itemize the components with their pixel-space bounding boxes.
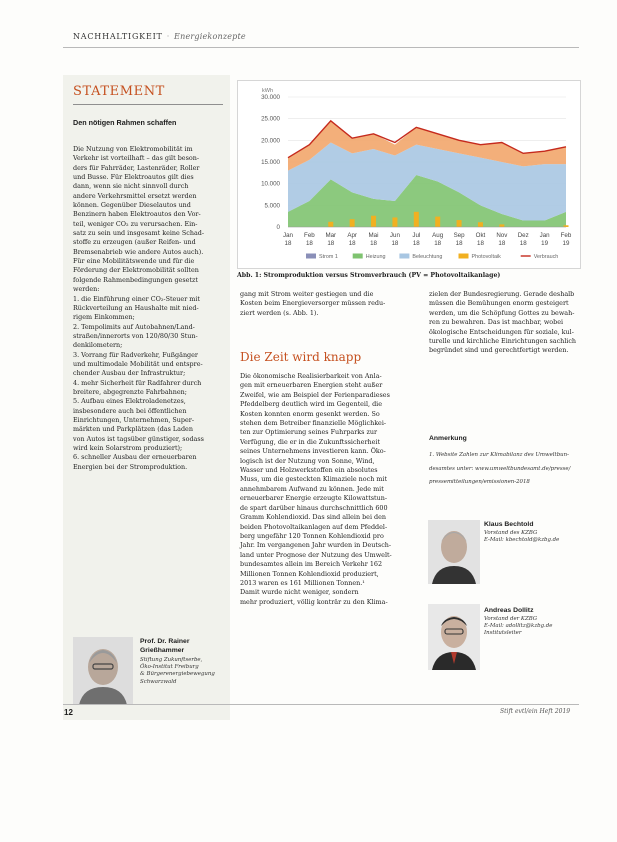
body-line: berg ungefähr 120 Tonnen Kohlendioxid pro [240,531,384,540]
statement-line: Rückverteilung an Haushalte mit nied- [73,303,199,312]
portrait-griesshammer [73,637,133,705]
statement-line: 2. Tempolimits auf Autobahnen/Land- [73,322,195,331]
statement-line: wird kein Solarstrom produziert); [73,444,183,452]
statement-line: 6. schneller Ausbau der erneuerbaren [73,453,197,462]
body-line: stehen dem Betreiber finanzielle Möglichkei- [240,419,387,428]
middle-column-body [240,372,418,607]
statement-line: denkilometern; [73,341,123,350]
statement-line: Einrichtungen, Unternehmen, Super- [73,415,194,424]
statement-line: chender Ausbau der Infrastruktur; [73,369,186,378]
body-line: Damit wurde nicht weniger, sondern [240,588,359,597]
x-tick-label: Mai [368,232,379,239]
author-role-line: & Bürgerenergiebewegung [140,671,215,678]
legend-swatch [459,254,469,259]
body-line: ren zu bewahren. Das ist machbar, wobei [429,318,564,327]
x-tick-year: 19 [541,240,549,247]
legend-swatch [353,254,363,259]
statement-line: 1. die Einführung einer CO₂-Steuer mit [73,294,200,303]
statement-line: Für eine Mobilitätswende und für die [73,257,195,266]
x-tick-label: Jan [283,232,293,239]
legend-label: Strom 1 [319,254,338,260]
body-line: logisch ist der Nutzung von Sonne, Wind, [240,456,375,465]
statement-title: STATEMENT [73,84,165,99]
statement-author-role [140,657,215,686]
x-tick-label: Aug [432,232,444,239]
statement-line: Förderung der Elektromobilität sollten [73,266,199,275]
statement-line: und multimodale Mobilität und entspre- [73,359,203,368]
statement-line: satz zu sein und insgesamt keine Schad- [73,229,204,238]
body-line: annehmbarem Aufwand zu können. Jede mit [240,484,384,493]
x-tick-year: 18 [370,240,377,247]
statement-line: 4. mehr Sicherheit für Radfahrer durch [73,378,202,387]
body-line: bundesamtes allein im Bereich Verkehr 162 [240,560,383,569]
legend-label: Verbrauch [533,254,559,260]
header-separator: · [166,32,171,41]
x-tick-year: 18 [477,240,484,247]
body-line: Die ökonomische Realisierbarkeit von Anla- [240,372,382,380]
author-name-line: Grießhammer [140,647,185,654]
statement-line: Benzinern haben Elektroautos den Vor- [73,210,201,219]
body-line: Millionen Tonnen Kohlendioxid produziert, [240,569,379,578]
pv-bar [435,217,440,227]
author-role-line: Stiftung Zukunftserbe, [140,657,203,663]
body-line: gang mit Strom weiter gestiegen und die [240,290,374,298]
x-tick-year: 18 [412,240,420,247]
body-line: Muss, um die gesteckten Klimaziele noch mit [240,475,388,484]
body-line: Kosten konnten enorm gesenkt werden. So [240,409,380,418]
person2-role-line: Institutsleiter [484,630,522,637]
x-tick-year: 18 [284,240,292,247]
middle-column-top [240,290,418,318]
body-line: beiden Photovoltaikanlagen auf dem Pfeddel- [240,522,388,531]
statement-line: werden: [73,285,100,294]
body-line: Kosten beim Energieversorger müssen redu- [240,299,386,308]
body-line: 2013 waren es 161 Millionen Tonnen.¹ [240,578,365,587]
y-unit-label: kWh [262,88,273,94]
person2-role-line: Vorstand der KZBG [484,616,538,622]
pv-bar [499,224,504,227]
statement-line: Die Nutzung von Elektromobilität im [73,145,193,153]
x-tick-label: Dez [517,232,529,239]
statement-line: teil, weniger CO₂ zu verursachen. Ein- [73,219,198,228]
y-tick-label: 0 [276,224,280,231]
energy-chart [238,81,580,268]
note-line: 1. Website Zahlen zur Klimabilanz des Umweltbun- [429,452,569,459]
legend-label: Photovoltaik [471,254,501,260]
right-column-body [429,290,581,356]
y-tick-label: 30.000 [261,94,280,101]
statement-line: stoffe zu erzeugen (außer Reifen- und [73,238,196,247]
body-line: begründet sind und gerechtfertigt werden. [429,346,569,355]
body-line: Wasser und Holzwerkstoffen ein absolutes [240,466,378,475]
person1-role-line: Vorstand des KZBG [484,530,538,536]
body-line: Gramm Kohlendioxid. Das sind allein bei den [240,513,387,522]
x-tick-label: Okt [475,232,486,239]
x-tick-year: 18 [519,240,527,247]
y-tick-label: 25.000 [261,115,280,123]
portrait-bechtold [428,520,480,584]
statement-line: breitere, abgegrenzte Fahrbahnen; [73,387,187,396]
body-line: Jahr. Im vergangenen Jahr wurden in Deutsch- [240,541,392,550]
pv-bar [392,217,397,227]
header-rule [63,47,579,48]
pv-bar [328,222,333,227]
statement-body [73,145,227,472]
statement-line: ders für Fahrräder, Lastenräder, Roller [73,163,200,172]
x-tick-label: Feb [304,232,315,239]
x-tick-label: Jun [389,232,400,239]
note-text [429,447,579,492]
pv-bar [478,222,483,227]
body-line: seines Unternehmens investieren kann. Öko- [240,447,386,456]
statement-line: und Busse. Für Elektroautos gilt dies [73,173,194,182]
statement-line: straßen/innerorts von 120/80/30 Stun- [73,331,198,340]
x-tick-year: 18 [348,240,356,247]
statement-line: folgende Rahmenbedingungen gesetzt [73,275,198,284]
note-line: desamtes unter: www.umweltbundesamt.de/presse/ [429,465,571,472]
x-tick-year: 18 [498,240,506,247]
legend-swatch [399,254,409,259]
pv-bar [350,219,355,227]
person2-role-line: E-Mail: adollitz@kzbg.de [484,623,553,630]
statement-line: Bremsenabrieb wie andere Autos auch). [73,247,204,256]
statement-subtitle: Den nötigen Rahmen schaffen [73,118,177,127]
statement-line: märkten und Parkplätzen (das Laden [73,425,193,434]
portrait-icon [73,637,133,705]
person1-role-line: E-Mail: kbechtold@kzbg.de [484,537,560,544]
x-tick-year: 18 [455,240,463,247]
statement-line: andere Verkehrsmittel ersetzt werden [73,191,197,200]
x-tick-label: Nov [496,232,508,239]
y-tick-label: 15.000 [261,159,280,166]
portrait-icon [428,604,480,670]
x-tick-label: Mar [325,232,337,239]
x-tick-year: 18 [391,240,399,247]
body-line: turelle und kirchliche Einrichtungen sachlich [429,337,577,346]
body-line: werden, um die Schöpfung Gottes zu bewah- [429,308,575,317]
x-tick-label: Jul [412,232,421,239]
x-tick-label: Sep [453,232,465,239]
statement-line: Energien bei der Stromproduktion. [73,462,188,471]
footer-rule [63,704,579,705]
statement-rule [73,104,223,105]
body-line: mehr produziert, völlig konträr zu den Klima- [240,597,388,606]
x-tick-year: 19 [562,240,570,247]
x-tick-year: 18 [434,240,442,247]
statement-line: rigem Einkommen; [73,313,135,322]
statement-line: können. Gegenüber Dieselautos und [73,201,191,210]
x-tick-year: 18 [305,240,313,247]
chart-frame [237,80,581,269]
y-tick-label: 20.000 [261,137,280,145]
y-tick-label: 10.000 [261,180,280,188]
x-tick-label: Apr [347,232,357,239]
note-title: Anmerkung [429,435,467,442]
statement-line: 5. Aufbau eines Elektroladenetzes, [73,397,186,406]
person1-role [484,530,559,544]
body-line: land unter Prognose der Nutzung des Umwelt- [240,550,392,559]
body-line: ziert werden (s. Abb. 1). [240,308,319,317]
author-role-line: Öko-Institut Freiburg [140,664,199,671]
legend-label: Beleuchtung [412,254,443,260]
pv-bar [371,216,376,227]
pv-bar [457,220,462,227]
person2-name: Andreas Dollitz [484,607,534,614]
legend-label: Heizung [365,254,386,260]
person1-name: Klaus Bechtold [484,521,534,528]
body-line: erneuerbarer Energie erzeugte Kilowattstun- [240,494,388,503]
body-line: Verfügung, die er in die Zukunftssicherheit [240,437,381,446]
statement-line: dann, wenn sie nicht sinnvoll durch [73,182,189,191]
portrait-dollitz [428,604,480,670]
page-number: 12 [64,708,73,717]
person2-role [484,616,552,638]
chart-caption: Abb. 1: Stromproduktion versus Stromverbrauch (PV = Photovoltaikanlage) [237,272,501,279]
x-tick-year: 18 [327,240,335,247]
body-line: ten zur Optimierung seines Fuhrparks zur [240,428,378,437]
statement-line: Verkehr ist vorteilhaft – das gilt beson- [73,154,199,163]
body-line: Pfeddelberg deutlich wird im Gegenteil, die [240,400,382,409]
body-line: ökologische Entscheidungen für soziale, kul- [429,327,574,336]
statement-line: von Autos ist tagsüber günstiger, sodass [73,434,204,443]
note-line: pressemitteilungen/emissionen-2018 [429,478,530,485]
statement-line: 3. Vorrang für Radverkehr, Fußgänger [73,350,198,359]
x-tick-label: Feb [560,232,572,239]
author-name-line: Prof. Dr. Rainer [140,638,190,645]
statement-line: insbesondere auch bei öffentlichen [73,406,187,415]
author-role-line: Schwarzwald [140,678,177,685]
body-line: müssen die Bemühungen enorm gesteigert [429,299,569,308]
statement-author-name [140,637,189,655]
page-header [73,32,246,41]
body-line: Zweifel, wie am Beispiel der Ferienparadieses [240,390,390,399]
y-tick-label: 5.000 [264,202,280,210]
x-tick-label: Jan [539,232,550,239]
pv-bar [414,212,419,227]
section-heading: Die Zeit wird knapp [240,350,362,364]
legend-swatch [306,254,316,259]
body-line: de spart darüber hinaus durchschnittlich 600 [240,503,388,512]
body-line: zielen der Bundesregierung. Gerade deshalb [429,290,575,298]
section-title: NACHHALTIGKEIT [73,32,163,41]
subsection-title: Energiekonzepte [174,32,246,41]
portrait-icon [428,520,480,584]
publication-name: Stift evtl/ein Heft 2019 [500,708,571,715]
body-line: gen mit erneuerbaren Energien steht außer [240,381,383,390]
